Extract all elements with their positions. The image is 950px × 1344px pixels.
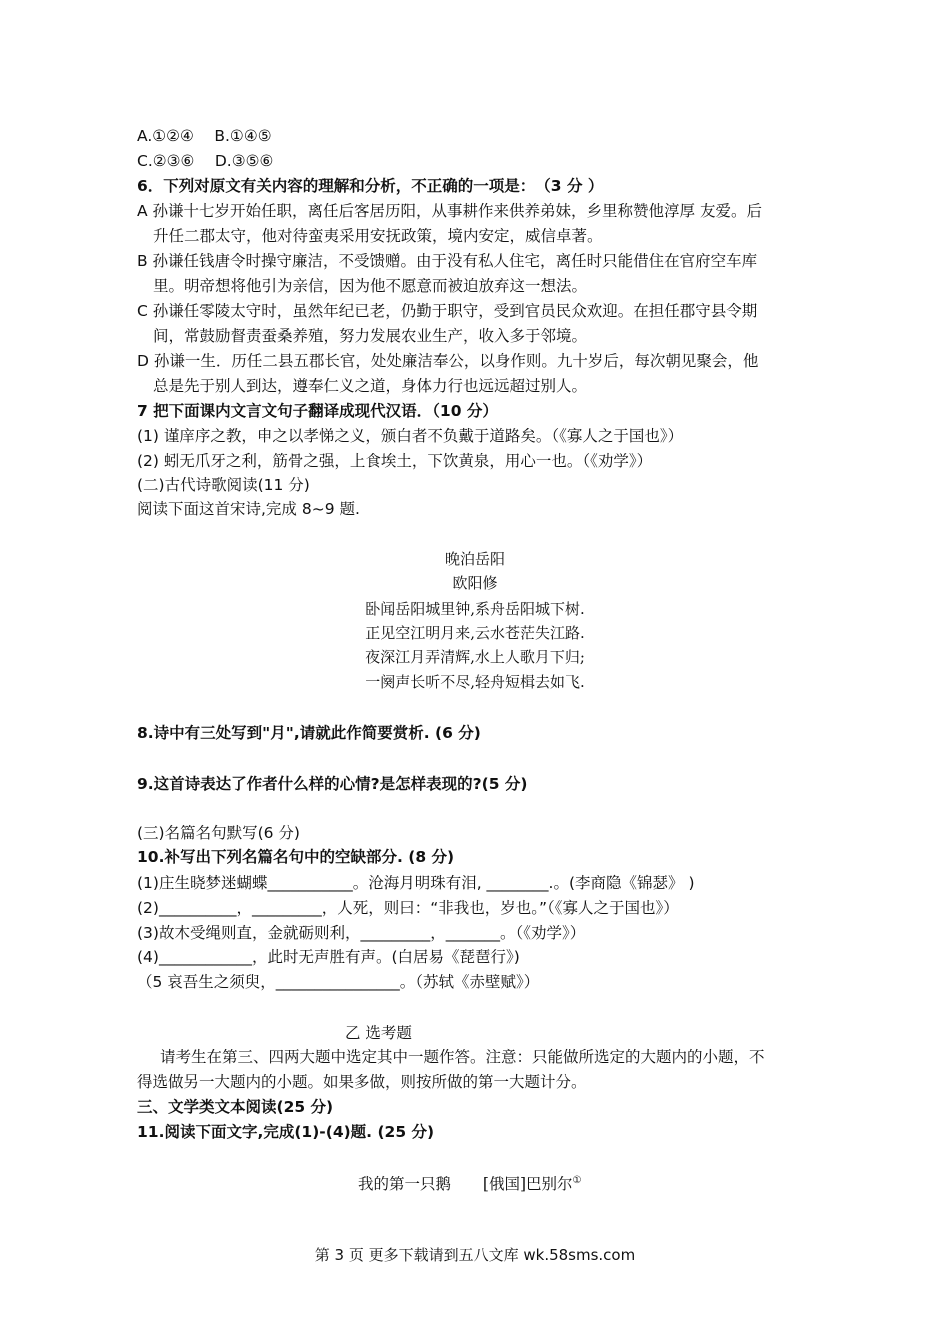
q10-item-3: (3)故木受绳则直，金就砺则利，_________，_______。（《劝学》） [137, 924, 586, 942]
elective-instruction-line1: 请考生在第三、四两大题中选定其中一题作答。注意：只能做所选定的大题内的小题，不 [160, 1048, 765, 1066]
page-footer: 第 3 页 更多下载请到五八文库 wk.58sms.com [314, 1246, 636, 1264]
q7-sentence-2: (2) 蚓无爪牙之利，筋骨之强，上食埃土，下饮黄泉，用心一也。（《劝学》） [137, 452, 653, 470]
q5-options-row-2: C.②③⑥ D.③⑤⑥ [137, 152, 274, 170]
q6-stem: 6．下列对原文有关内容的理解和分析，不正确的一项是： （3 分 ） [137, 177, 604, 195]
poem-line-3: 夜深江月弄清辉,水上人歌月下归; [365, 648, 585, 666]
q9-stem: 9.这首诗表达了作者什么样的心情?是怎样表现的?(5 分) [137, 775, 528, 793]
q8-stem: 8.诗中有三处写到"月",请就此作简要赏析. (6 分) [137, 724, 481, 742]
q10-item-1: (1)庄生晓梦迷蝴蝶___________。沧海月明珠有泪, ________.。(李商隐《锦瑟》 ) [137, 874, 695, 892]
q11-stem: 11.阅读下面文字,完成(1)-(4)题. (25 分) [137, 1123, 435, 1141]
q5-options-row-1: A.①②④ B.①④⑤ [137, 127, 272, 145]
q6-option-d-line2: 总是先于别人到达，遵奉仁义之道，身体力行也远远超过别人。 [153, 377, 588, 395]
q10-stem: 10.补写出下列名篇名句中的空缺部分. (8 分) [137, 848, 455, 866]
story-title-text: 我的第一只鹅 [358, 1175, 452, 1194]
q10-item-5: （5 哀吾生之须臾，________________。（苏轼《赤壁赋》） [137, 973, 540, 991]
story-author: [俄国]巴别尔 [482, 1175, 573, 1194]
q7-sentence-1: (1) 谨庠序之教，申之以孝悌之义，颁白者不负戴于道路矣。（《寡人之于国也》） [137, 427, 684, 445]
q7-stem: 7 把下面课内文言文句子翻译成现代汉语．（10 分） [137, 402, 498, 420]
poem-line-4: 一阕声长听不尽,轻舟短楫去如飞. [365, 673, 585, 691]
poem-line-1: 卧闻岳阳城里钟,系舟岳阳城下树. [365, 600, 585, 618]
q10-item-2: (2)__________，_________，人死，则曰：“非我也，岁也。”（《寡人之于国也》） [137, 899, 679, 917]
section-2-title: (二)古代诗歌阅读(11 分) [137, 476, 310, 494]
section-3-title: (三)名篇名句默写(6 分) [137, 824, 300, 842]
q10-item-4: (4)____________，此时无声胜有声。(白居易《琵琶行》) [137, 948, 520, 966]
story-footnote-marker: ① [572, 1175, 582, 1186]
section-literature-title: 三、文学类文本阅读(25 分) [137, 1098, 334, 1116]
q6-option-d-line1: D 孙谦一生．历任二县五郡长官，处处廉洁奉公，以身作则。九十岁后，每次朝见聚会，他 [137, 352, 759, 370]
poem-author: 欧阳修 [452, 574, 498, 592]
section-2-intro: 阅读下面这首宋诗,完成 8~9 题. [137, 500, 360, 518]
poem-line-2: 正见空江明月来,云水苍茫失江路. [365, 624, 585, 642]
q6-option-a-line2: 升任二郡太守，他对待蛮夷采用安抚政策，境内安定，威信卓著。 [153, 227, 603, 245]
story-title [358, 1170, 581, 1195]
elective-instruction-line2: 得选做另一大题内的小题。如果多做，则按所做的第一大题计分。 [137, 1073, 587, 1091]
q6-option-c-line2: 间，常鼓励督责蚕桑养殖，努力发展农业生产，收入多于邻境。 [153, 327, 588, 345]
q6-option-b-line1: B 孙谦任钱唐令时操守廉洁，不受馈赠。由于没有私人住宅，离任时只能借住在官府空车库 [137, 252, 758, 270]
elective-title: 乙 选考题 [345, 1024, 412, 1042]
poem-title: 晚泊岳阳 [444, 550, 505, 568]
q6-option-a-line1: A 孙谦十七岁开始任职，离任后客居历阳，从事耕作来供养弟妹，乡里称赞他淳厚 友爱。后 [137, 202, 762, 220]
q6-option-c-line1: C 孙谦任零陵太守时，虽然年纪已老，仍勤于职守，受到官员民众欢迎。在担任郡守县令期 [137, 302, 758, 320]
q6-option-b-line2: 里。明帝想将他引为亲信，因为他不愿意而被迫放弃这一想法。 [153, 277, 588, 295]
